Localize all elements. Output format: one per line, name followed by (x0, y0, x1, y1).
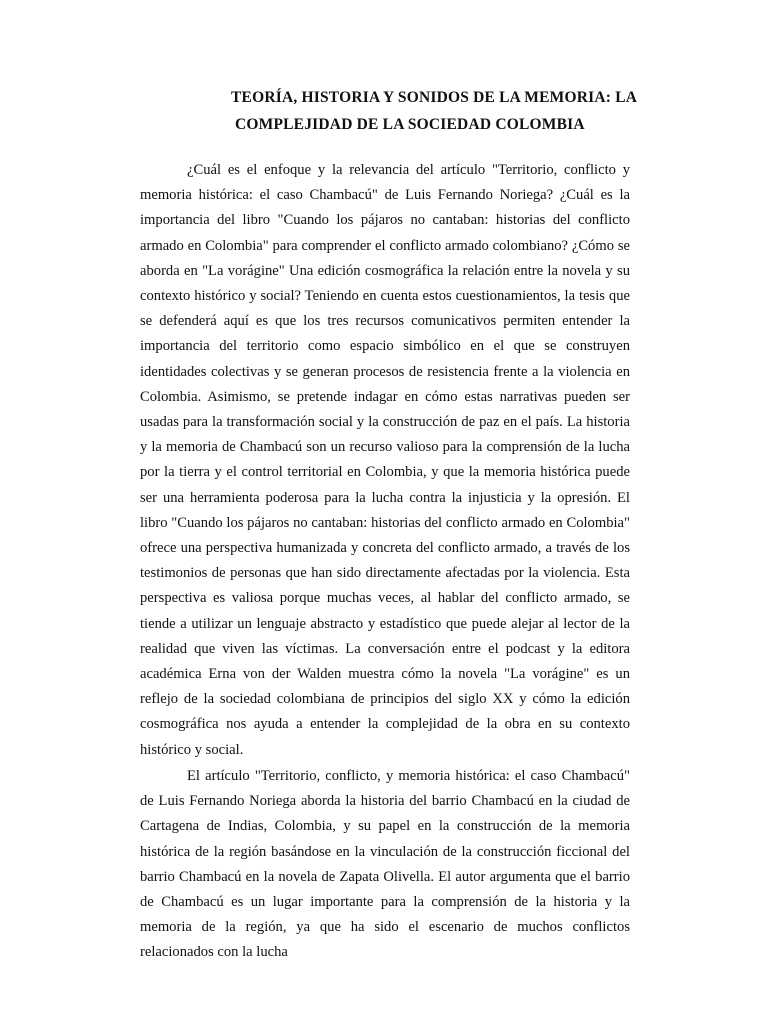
title-line-1: TEORÍA, HISTORIA Y SONIDOS DE LA MEMORIA: LA (231, 89, 638, 106)
body-paragraph-1: ¿Cuál es el enfoque y la relevancia del artículo "Territorio, conflicto y memoria histórica: el caso Chambacú" de Luis Fernando Noriega? ¿Cuál es la importancia del libro "Cuando los pájaros no cantaban: historias del conflicto armado en Colombia" para comprender el conflicto armado colombiano? ¿Cómo se aborda en "La vorágine" Una edición cosmográfica la relación entre la novela y su contexto histórico y social? Teniendo en cuenta estos cuestionamientos, la tesis que se defenderá aquí es que los tres recursos comunicativos permiten entender la importancia del territorio como espacio simbólico en el que se construyen identidades colectivas y se generan procesos de resistencia frente a la violencia en Colombia. Asimismo, se pretende indagar en cómo estas narrativas pueden ser usadas para la transformación social y la construcción de paz en el país. La historia y la memoria de Chambacú son un recurso valioso para la comprensión de la lucha por la tierra y el control territorial en Colombia, y que la memoria histórica puede ser una herramienta poderosa para la lucha contra la injusticia y la opresión. El libro "Cuando los pájaros no cantaban: historias del conflicto armado en Colombia" ofrece una perspectiva humanizada y concreta del conflicto armado, a través de los testimonios de personas que han sido directamente afectadas por la violencia. Esta perspectiva es valiosa porque muchas veces, al hablar del conflicto armado, se tiende a utilizar un lenguaje abstracto y estadístico que puede alejar al lector de la realidad que viven las víctimas. La conversación entre el podcast y la editora académica Erna von der Walden muestra cómo la novela "La vorágine" es un reflejo de la sociedad colombiana de principios del siglo XX y cómo la edición cosmográfica nos ayuda a entender la complejidad de la obra en su contexto histórico y social. (140, 162, 630, 758)
body-paragraph-2: El artículo "Territorio, conflicto, y memoria histórica: el caso Chambacú" de Luis Fernando Noriega aborda la historia del barrio Chambacú en la ciudad de Cartagena de Indias, Colombia, y su papel en la construcción de la memoria histórica de la región basándose en la vinculación de la construcción ficcional del barrio Chambacú en la novela de Zapata Olivella. El autor argumenta que el barrio de Chambacú es un lugar importante para la comprensión de la historia y la memoria de la región, ya que ha sido el escenario de muchos conflictos relacionados con la lucha (140, 768, 630, 961)
title-line-2: COMPLEJIDAD DE LA SOCIEDAD COLOMBIA (235, 116, 585, 133)
document-title (140, 84, 670, 138)
